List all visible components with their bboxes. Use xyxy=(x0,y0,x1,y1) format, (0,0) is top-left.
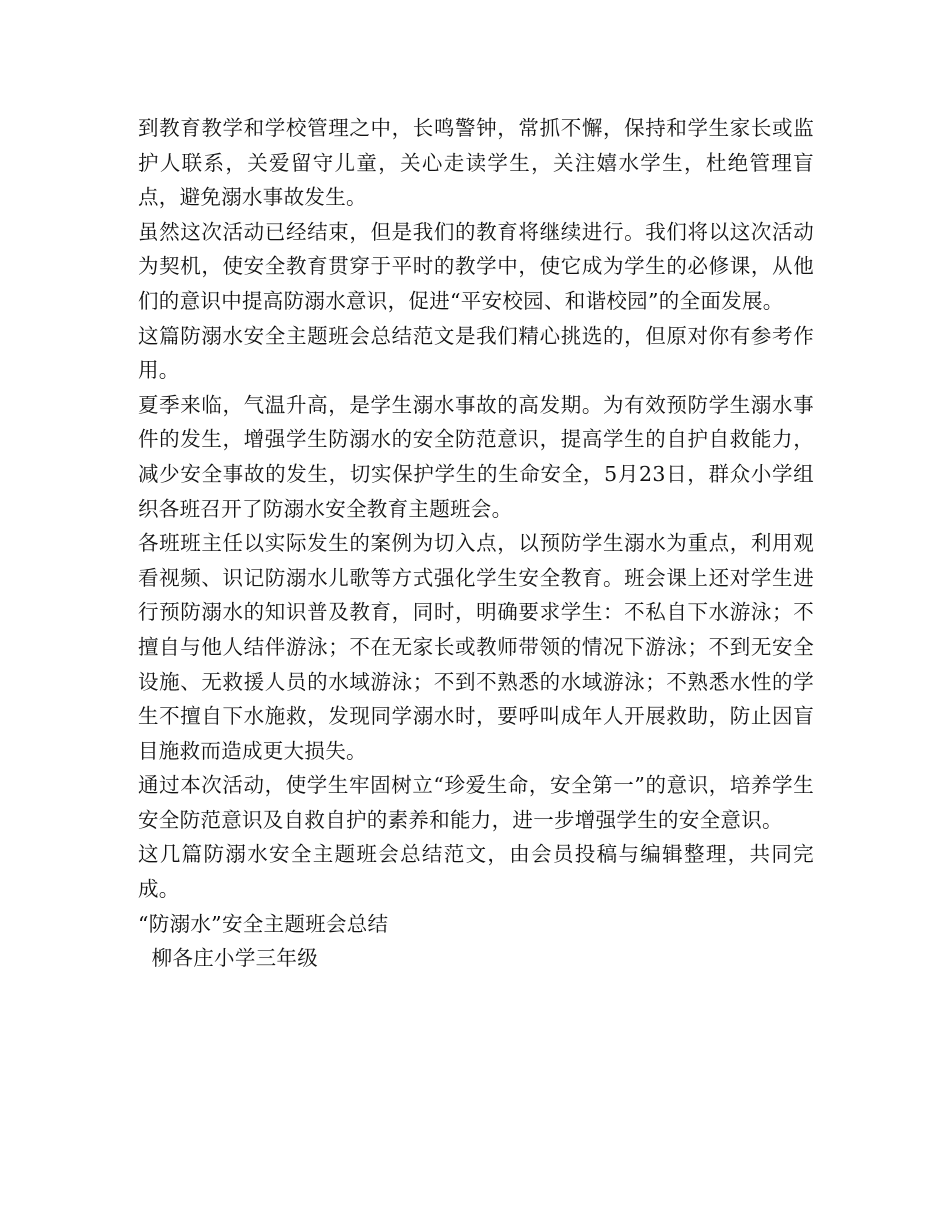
paragraph-5: 各班班主任以实际发生的案例为切入点，以预防学生溺水为重点，利用观看视频、识记防溺水儿歌等方式强化学生安全教育。班会课上还对学生进行预防溺水的知识普及教育，同时，明确要求学生：不私自下水游泳；不擅自与他人结伴游泳；不在无家长或教师带领的情况下游泳；不到无安全设施、无救援人员的水域游泳；不到不熟悉的水域游泳；不熟悉水性的学生不擅自下水施救，发现同学溺水时，要呼叫成年人开展救助，防止因盲目施救而造成更大损失。 xyxy=(138,531,814,763)
next-article-title: “防溺水”安全主题班会总结 xyxy=(138,911,389,936)
paragraph-7: 这几篇防溺水安全主题班会总结范文，由会员投稿与编辑整理，共同完成。 xyxy=(138,842,814,902)
paragraph-6: 通过本次活动，使学生牢固树立“珍爱生命，安全第一”的意识，培养学生安全防范意识及自救自护的素养和能力，进一步增强学生的安全意识。 xyxy=(138,773,814,832)
next-article-author: 柳各庄小学三年级 xyxy=(138,946,319,971)
paragraph-1: 到教育教学和学校管理之中，长鸣警钟，常抓不懈，保持和学生家长或监护人联系，关爱留守儿童，关心走读学生，关注嬉水学生，杜绝管理盲点，避免溺水事故发生。 xyxy=(138,116,814,210)
paragraph-2: 虽然这次活动已经结束，但是我们的教育将继续进行。我们将以这次活动为契机，使安全教育贯穿于平时的教学中，使它成为学生的必修课，从他们的意识中提高防溺水意识，促进“平安校园、和谐校园”的全面发展。 xyxy=(138,219,814,313)
paragraph-3: 这篇防溺水安全主题班会总结范文是我们精心挑选的，但原对你有参考作用。 xyxy=(138,323,814,383)
document-body xyxy=(138,111,814,976)
paragraph-4: 夏季来临，气温升高，是学生溺水事故的高发期。为有效预防学生溺水事件的发生，增强学生防溺水的安全防范意识，提高学生的自护自救能力，减少安全事故的发生，切实保护学生的生命安全，5月23日，群众小学组织各班召开了防溺水安全教育主题班会。 xyxy=(138,392,814,521)
